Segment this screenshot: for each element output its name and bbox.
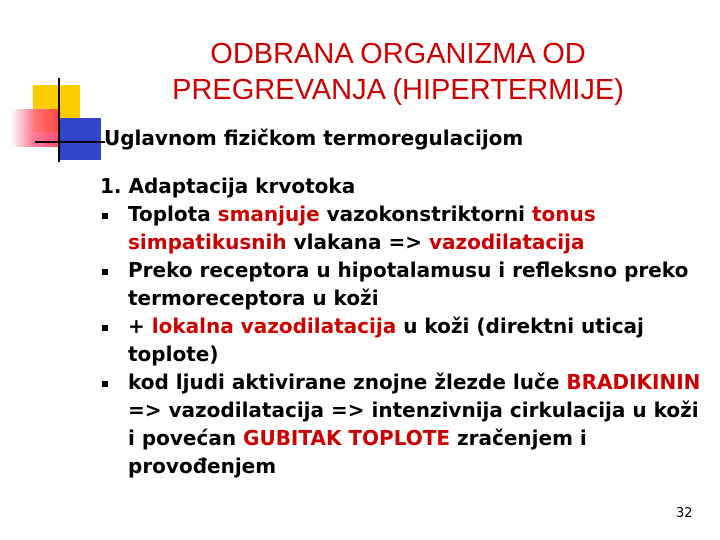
item-text: Toplota <box>128 202 218 226</box>
square-bullet-icon <box>102 269 108 275</box>
square-bullet-icon <box>102 381 108 387</box>
highlighted-text: smanjuje <box>217 202 320 226</box>
bullet-item-3 <box>100 312 712 368</box>
slide-subtitle: Uglavnom fizičkom termoregulacijom <box>104 126 524 150</box>
highlighted-text: BRADIKININ <box>566 370 701 394</box>
item-text: Preko receptora u hipotalamusu i refleksno preko termoreceptora u koži <box>128 258 689 310</box>
decorative-vertical-line <box>58 78 60 162</box>
square-bullet-icon <box>102 213 108 219</box>
page-number: 32 <box>676 506 693 521</box>
item-text: vlakana => <box>286 230 429 254</box>
slide-title-line-2: PREGREVANJA (HIPERTERMIJE) <box>172 74 624 106</box>
highlighted-text: tonus <box>532 202 596 226</box>
slide-title <box>120 36 676 108</box>
item-text: u koži (direktni uticaj toplote) <box>128 314 644 366</box>
bullet-item-4 <box>100 368 712 480</box>
section-heading: 1. Adaptacija krvotoka <box>100 174 356 198</box>
slide-content <box>100 172 712 480</box>
bullet-list <box>100 200 712 480</box>
item-text: + <box>128 314 152 338</box>
highlighted-text: simpatikusnih <box>128 230 287 254</box>
highlighted-text: lokalna vazodilatacija <box>151 314 397 338</box>
bullet-item-2 <box>100 256 712 312</box>
item-text: zračenjem i provođenjem <box>128 426 587 478</box>
item-text: => vazodilatacija => intenzivnija cirkulacija u koži i povećan <box>128 398 699 450</box>
highlighted-text: vazodilatacija <box>428 230 585 254</box>
item-text: kod ljudi aktivirane znojne žlezde luče <box>128 370 567 394</box>
decorative-horizontal-line <box>35 141 105 143</box>
item-text: vazokonstriktorni <box>319 202 532 226</box>
square-bullet-icon <box>102 325 108 331</box>
slide-title-line-1: ODBRANA ORGANIZMA OD <box>210 38 586 70</box>
highlighted-text: GUBITAK TOPLOTE <box>243 426 451 450</box>
bullet-item-1 <box>100 200 712 256</box>
decorative-blue-square <box>59 118 101 160</box>
